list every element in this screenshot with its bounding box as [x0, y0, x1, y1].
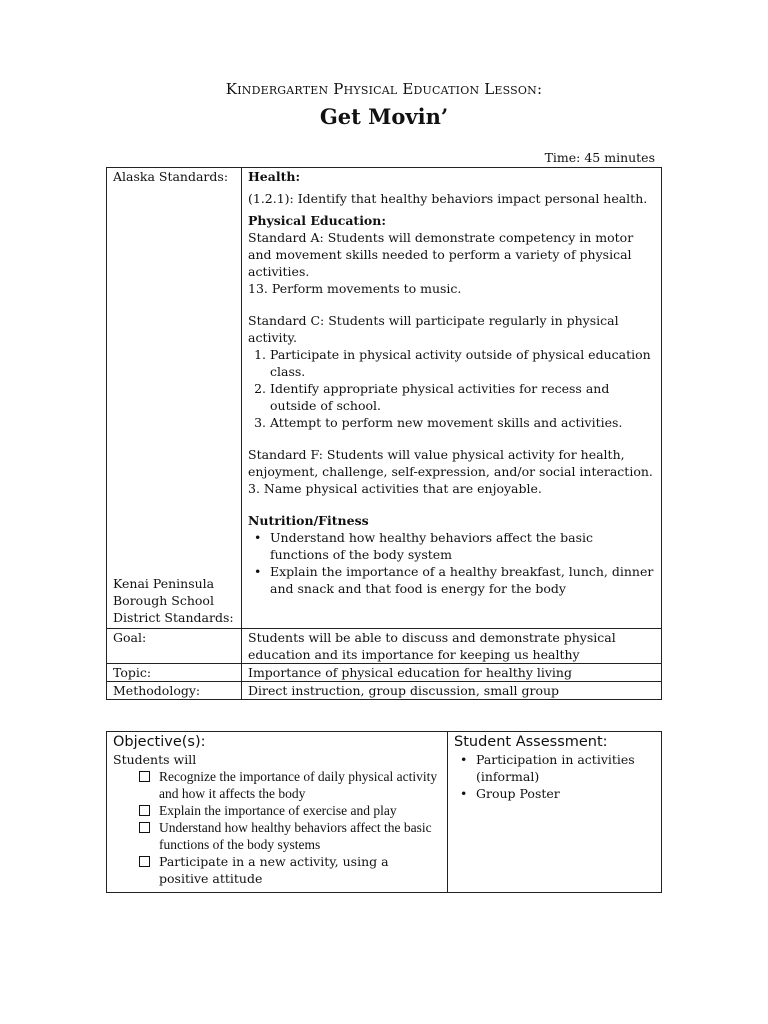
- alaska-standards-label: Alaska Standards:: [113, 169, 229, 184]
- standard-f-item: 3. Name physical activities that are enjoyable.: [248, 481, 542, 496]
- standards-table: [106, 167, 662, 700]
- methodology-label: Methodology:: [107, 682, 242, 700]
- checkbox-icon: [139, 856, 150, 867]
- objectives-heading: Objective(s):: [113, 734, 206, 750]
- health-standard: (1.2.1): Identify that healthy behaviors impact personal health.: [248, 191, 648, 206]
- checkbox-icon: [139, 805, 150, 816]
- nutrition-list: [248, 529, 655, 597]
- methodology-text: Direct instruction, group discussion, small group: [242, 682, 662, 700]
- objectives-table: [106, 731, 662, 893]
- list-item: • Participation in activities (informal): [476, 751, 655, 785]
- goal-row: [107, 629, 662, 664]
- assessment-heading: Student Assessment:: [454, 734, 608, 750]
- pe-heading: Physical Education:: [248, 213, 386, 228]
- assessment-list: [454, 751, 655, 802]
- standards-row: [107, 168, 662, 629]
- standard-a: Standard A: Students will demonstrate competency in motor and movement skills needed to perform a variety of physical activities.: [248, 230, 634, 279]
- checkbox-icon: [139, 771, 150, 782]
- assessment-cell: [448, 732, 662, 893]
- methodology-row: [107, 682, 662, 700]
- goal-label: Goal:: [107, 629, 242, 664]
- standards-content-cell: [242, 168, 662, 629]
- lesson-type-heading: Kindergarten Physical Education Lesson:: [225, 80, 543, 98]
- list-item: Understand how healthy behaviors affect the basic functions of the body systems: [159, 819, 441, 853]
- standard-f: Standard F: Students will value physical activity for health, enjoyment, challenge, self-expression, and/or social interaction.: [248, 447, 653, 479]
- list-item: Recognize the importance of daily physical activity and how it affects the body: [159, 768, 441, 802]
- goal-text: Students will be able to discuss and demonstrate physical education and its importance for keeping us healthy: [242, 629, 662, 664]
- standards-label-cell: [107, 168, 242, 629]
- list-item: • Group Poster: [476, 785, 655, 802]
- list-item: 1. Participate in physical activity outside of physical education class.: [270, 346, 655, 380]
- topic-label: Topic:: [107, 664, 242, 682]
- objectives-row: [107, 732, 662, 893]
- list-item: Explain the importance of exercise and play: [159, 802, 441, 819]
- district-standards-label: Kenai Peninsula Borough School District Standards:: [113, 576, 234, 625]
- list-item: 3. Attempt to perform new movement skills and activities.: [270, 414, 655, 431]
- standard-c: Standard C: Students will participate regularly in physical activity.: [248, 313, 619, 345]
- students-will-label: Students will: [113, 752, 197, 767]
- list-item: 2. Identify appropriate physical activities for recess and outside of school.: [270, 380, 655, 414]
- topic-row: [107, 664, 662, 682]
- list-item: • Understand how healthy behaviors affect the basic functions of the body system: [270, 529, 655, 563]
- checkbox-icon: [139, 822, 150, 833]
- lesson-title: Get Movin’: [319, 104, 449, 129]
- list-item: Participate in a new activity, using a positive attitude: [159, 853, 441, 887]
- list-item: • Explain the importance of a healthy breakfast, lunch, dinner and snack and that food is energy for the body: [270, 563, 655, 597]
- standard-a-item: 13. Perform movements to music.: [248, 281, 462, 296]
- objectives-cell: [107, 732, 448, 893]
- topic-text: Importance of physical education for healthy living: [242, 664, 662, 682]
- standard-c-list: [248, 346, 655, 431]
- health-heading: Health:: [248, 169, 301, 184]
- objectives-list: [113, 768, 441, 887]
- lesson-duration: Time: 45 minutes: [544, 150, 655, 165]
- document-header: [0, 80, 768, 129]
- nutrition-heading: Nutrition/Fitness: [248, 513, 369, 528]
